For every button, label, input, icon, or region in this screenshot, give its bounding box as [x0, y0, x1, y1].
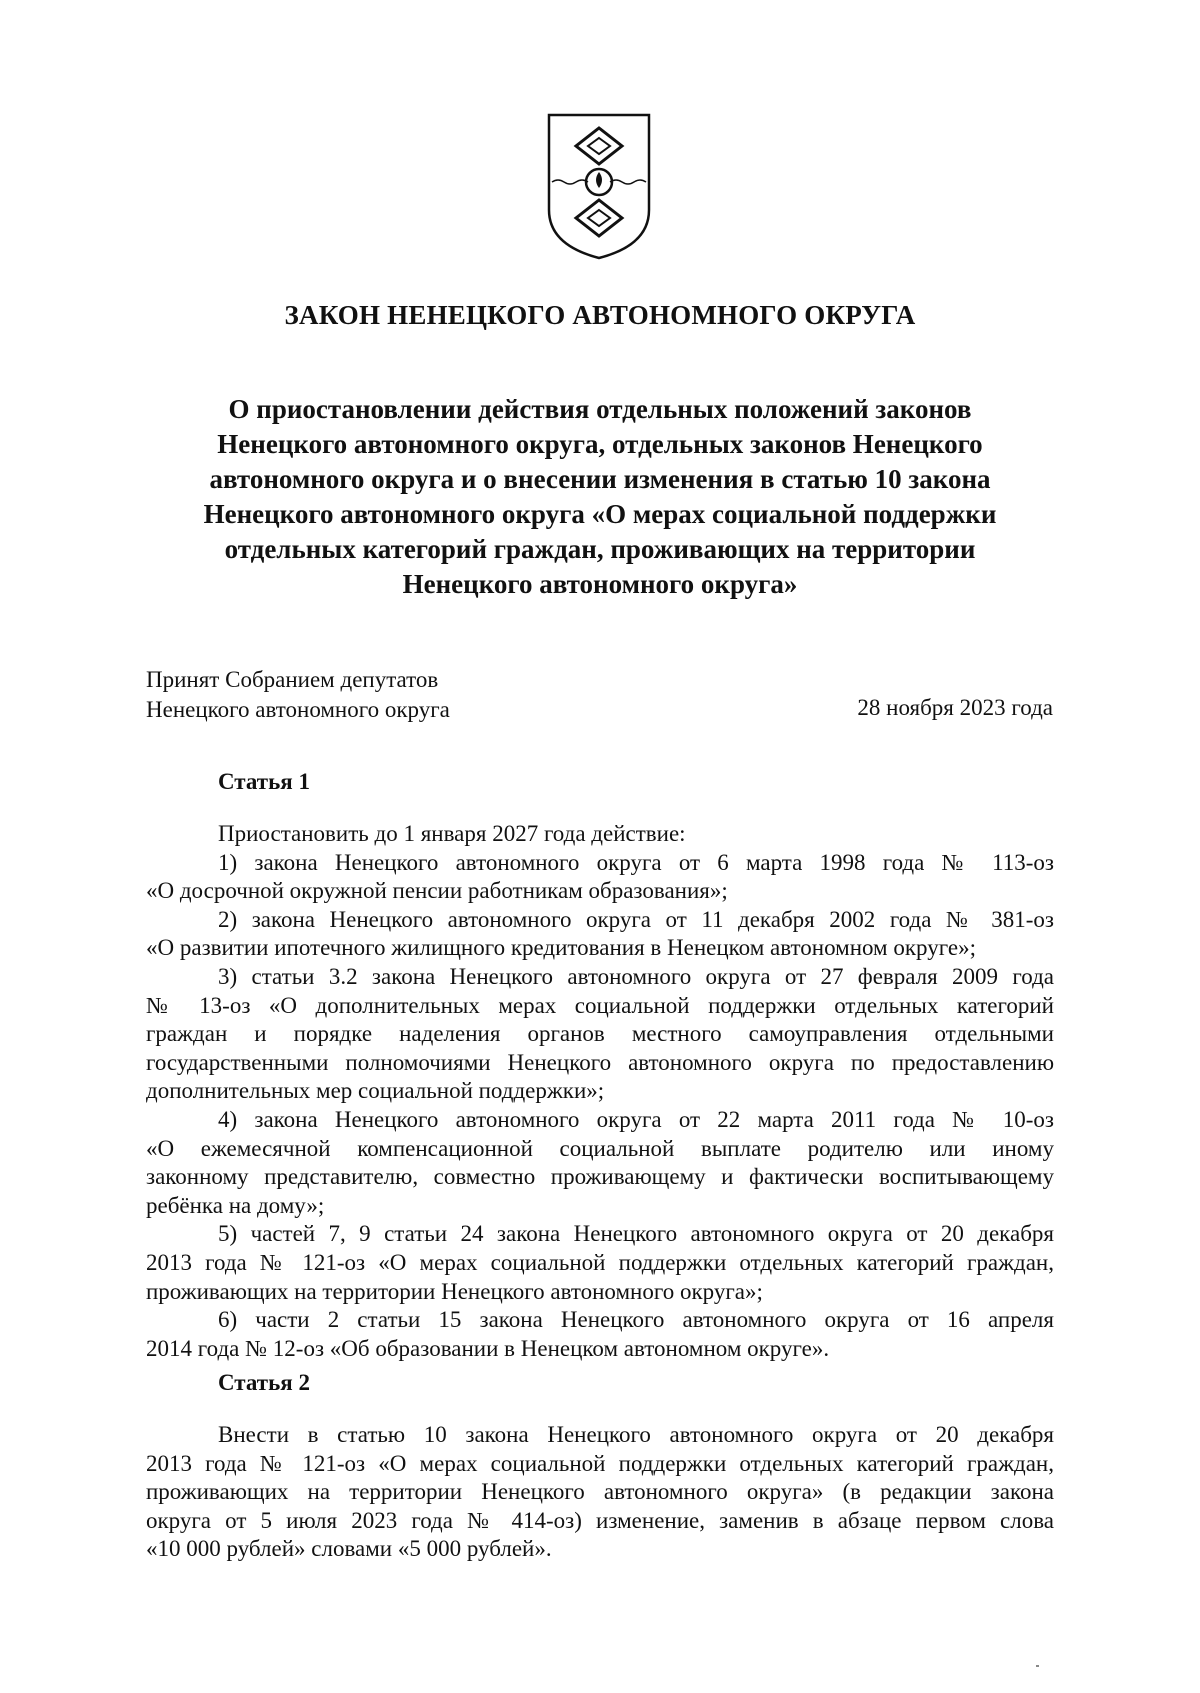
paragraph-line: 5) частей 7, 9 статьи 24 закона Ненецкого автономного округа от 20 декабря	[218, 1221, 1054, 1247]
paragraph-line: Внести в статью 10 закона Ненецкого автономного округа от 20 декабря	[218, 1422, 1054, 1447]
paragraph-line: № 13-оз «О дополнительных мерах социальной поддержки отдельных категорий	[146, 992, 1054, 1018]
paragraph-line: Приостановить до 1 января 2027 года действие:	[218, 821, 686, 846]
scan-speck	[1036, 1665, 1039, 1667]
article-2-body	[146, 1421, 1054, 1564]
subject-line: Ненецкого автономного округа»	[402, 569, 798, 599]
paragraph-line: законному представителю, совместно проживающему и фактически воспитывающему	[146, 1164, 1054, 1190]
paragraph-line: государственными полномочиями Ненецкого автономного округа по предоставлению	[146, 1049, 1054, 1075]
adoption-date: 28 ноября 2023 года	[857, 695, 1053, 720]
law-title: ЗАКОН НЕНЕЦКОГО АВТОНОМНОГО ОКРУГА	[284, 300, 916, 330]
paragraph-line: «О развитии ипотечного жилищного кредитования в Ненецком автономном округе»;	[146, 935, 976, 961]
paragraph-line: проживающих на территории Ненецкого автономного округа»;	[146, 1278, 763, 1304]
adoption-body-line: Ненецкого автономного округа	[146, 697, 450, 722]
coat-of-arms-emblem	[544, 110, 654, 260]
subject-line: О приостановлении действия отдельных положений законов	[228, 394, 972, 424]
paragraph-line: 3) статьи 3.2 закона Ненецкого автономного округа от 27 февраля 2009 года	[218, 963, 1054, 989]
paragraph-line: «10 000 рублей» словами «5 000 рублей».	[146, 1536, 552, 1562]
article-1-body	[146, 820, 1054, 1363]
paragraph-line: 2013 года № 121-оз «О мерах социальной поддержки отдельных категорий граждан,	[146, 1249, 1054, 1275]
law-subject	[150, 392, 1050, 602]
paragraph-line: 4) закона Ненецкого автономного округа от 22 марта 2011 года № 10-оз	[218, 1106, 1054, 1132]
paragraph-line: ребёнка на дому»;	[146, 1192, 325, 1218]
paragraph-line: дополнительных мер социальной поддержки»;	[146, 1078, 605, 1104]
adoption-body	[146, 665, 450, 725]
paragraph-line: проживающих на территории Ненецкого автономного округа» (в редакции закона	[146, 1479, 1054, 1505]
article-2-heading: Статья 2	[218, 1370, 310, 1395]
paragraph-line: 6) части 2 статьи 15 закона Ненецкого автономного округа от 16 апреля	[218, 1307, 1054, 1333]
paragraph-line: граждан и порядке наделения органов местного самоуправления отдельными	[146, 1021, 1054, 1047]
subject-line: автономного округа и о внесении изменения в статью 10 закона	[209, 464, 991, 494]
paragraph-line: «О ежемесячной компенсационной социальной выплате родителю или иному	[146, 1135, 1054, 1161]
paragraph-line: 2014 года № 12-оз «Об образовании в Ненецком автономном округе».	[146, 1335, 830, 1361]
paragraph-line: «О досрочной окружной пенсии работникам образования»;	[146, 878, 728, 904]
adoption-body-line: Принят Собранием депутатов	[146, 667, 439, 692]
paragraph-line: 2013 года № 121-оз «О мерах социальной поддержки отдельных категорий граждан,	[146, 1450, 1054, 1476]
article-1-heading: Статья 1	[218, 769, 310, 794]
subject-line: Ненецкого автономного округа «О мерах социальной поддержки	[203, 499, 997, 529]
paragraph-line: округа от 5 июля 2023 года № 414-оз) изменение, заменив в абзаце первом слова	[146, 1507, 1054, 1533]
subject-line: Ненецкого автономного округа, отдельных законов Ненецкого	[217, 429, 983, 459]
paragraph-line: 2) закона Ненецкого автономного округа от 11 декабря 2002 года № 381-оз	[218, 906, 1054, 932]
paragraph-line: 1) закона Ненецкого автономного округа от 6 марта 1998 года № 113-оз	[218, 849, 1054, 875]
subject-line: отдельных категорий граждан, проживающих на территории	[224, 534, 976, 564]
